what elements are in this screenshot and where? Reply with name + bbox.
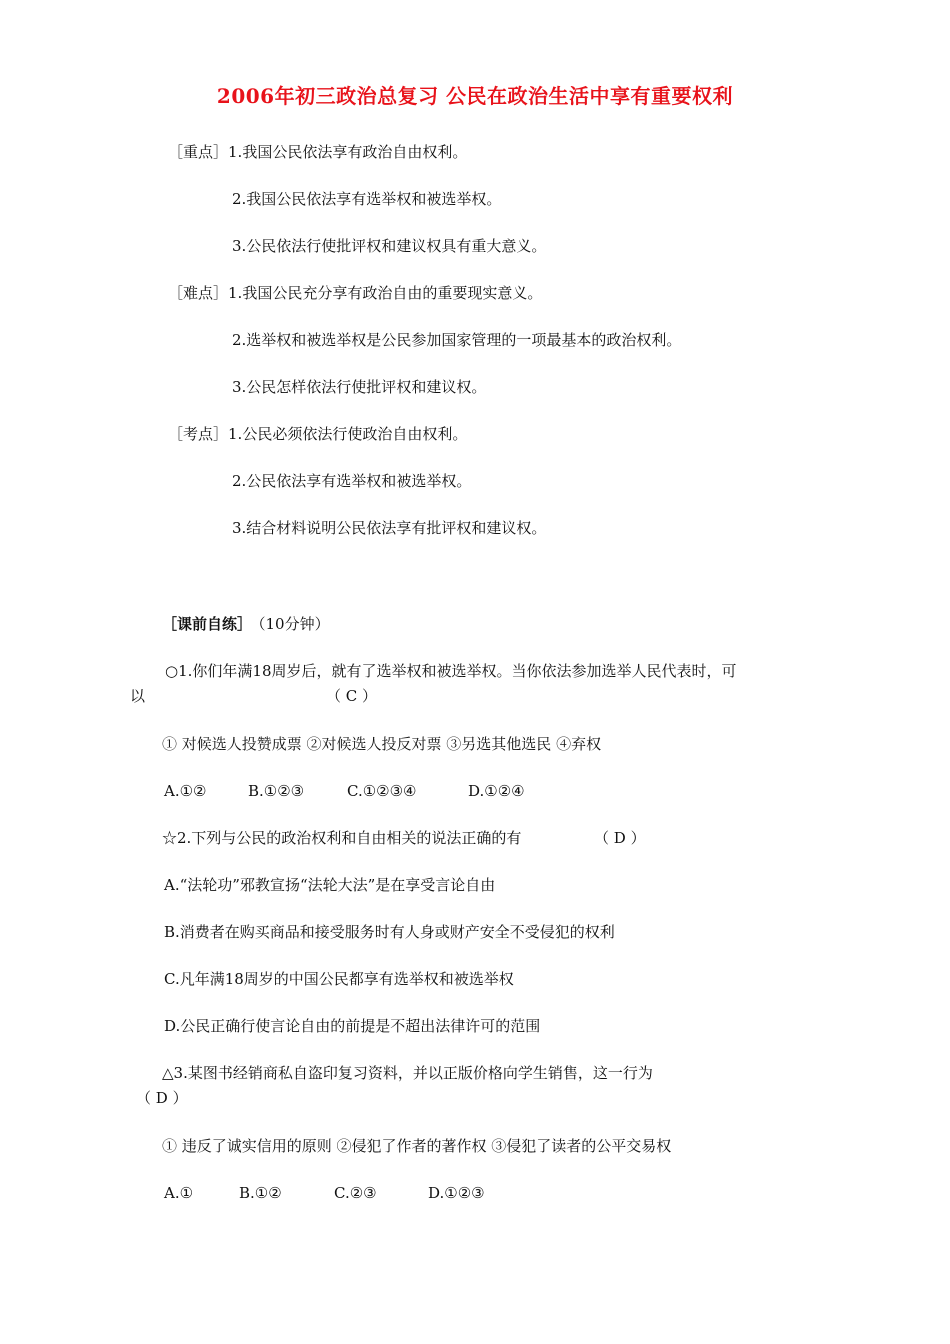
q1-option-d: D.①②④ [468, 782, 525, 800]
practice-time: （10分钟） [258, 615, 330, 633]
exam-point-3: 3.结合材料说明公民依法享有批评权和建议权。 [232, 519, 547, 537]
difficult-points-line-1 [168, 283, 542, 303]
question-2-option-b: B.消费者在购买商品和接受服务时有人身或财产安全不受侵犯的权利 [164, 923, 615, 941]
q1-option-a: A.①② [164, 782, 207, 800]
q1-option-b: B.①②③ [248, 782, 305, 800]
key-points-line-1 [168, 142, 467, 162]
exam-points-label: ［考点］ [168, 425, 229, 443]
question-1-statements: ① 对候选人投赞成票 ②对候选人投反对票 ③另选其他选民 ④弃权 [162, 735, 602, 753]
question-2-option-c: C.凡年满18周岁的中国公民都享有选举权和被选举权 [164, 970, 514, 988]
difficult-point-1: 1.我国公民充分享有政治自由的重要现实意义。 [228, 284, 543, 302]
q3-option-d: D.①②③ [428, 1184, 485, 1202]
exam-point-1: 1.公民必须依法行使政治自由权利。 [228, 425, 468, 443]
question-2-stem: ☆2.下列与公民的政治权利和自由相关的说法正确的有 [162, 829, 522, 847]
exam-point-2: 2.公民依法享有选举权和被选举权。 [232, 472, 472, 490]
question-1-stem-cont: 以 [130, 687, 146, 705]
difficult-point-3: 3.公民怎样依法行使批评权和建议权。 [232, 378, 487, 396]
key-point-1: 1.我国公民依法享有政治自由权利。 [228, 143, 468, 161]
key-points-label: ［重点］ [168, 143, 229, 161]
q3-option-a: A.① [164, 1184, 194, 1202]
question-1-stem: ○1.你们年满18周岁后，就有了选举权和被选举权。当你依法参加选举人民代表时，可 [165, 662, 737, 680]
difficult-points-label: ［难点］ [168, 284, 229, 302]
practice-heading: ［课前自练］ [162, 615, 253, 633]
q3-option-c: C.②③ [334, 1184, 377, 1202]
question-3-stem: △3.某图书经销商私自盗印复习资料，并以正版价格向学生销售，这一行为 [162, 1064, 653, 1082]
difficult-point-2: 2.选举权和被选举权是公民参加国家管理的一项最基本的政治权利。 [232, 331, 682, 349]
key-point-2: 2.我国公民依法享有选举权和被选举权。 [232, 190, 502, 208]
q3-option-b: B.①② [239, 1184, 282, 1202]
key-point-3: 3.公民依法行使批评权和建议权具有重大意义。 [232, 237, 547, 255]
question-2-answer: （ D ） [594, 829, 646, 847]
document-title: 2006年初三政治总复习 公民在政治生活中享有重要权利 [216, 84, 734, 108]
exam-points-line-1 [168, 424, 467, 444]
question-1-options [164, 781, 525, 801]
q1-option-c: C.①②③④ [347, 782, 417, 800]
question-2-option-d: D.公民正确行使言论自由的前提是不超出法律许可的范围 [164, 1017, 541, 1035]
question-3-statements: ① 违反了诚实信用的原则 ②侵犯了作者的著作权 ③侵犯了读者的公平交易权 [162, 1137, 672, 1155]
question-1-answer: （ C ） [326, 687, 378, 705]
question-2-option-a: A.“法轮功”邪教宣扬“法轮大法”是在享受言论自由 [164, 876, 496, 894]
question-3-options [164, 1183, 485, 1203]
practice-heading-line [162, 614, 330, 634]
question-3-answer: （ D ） [136, 1089, 188, 1107]
